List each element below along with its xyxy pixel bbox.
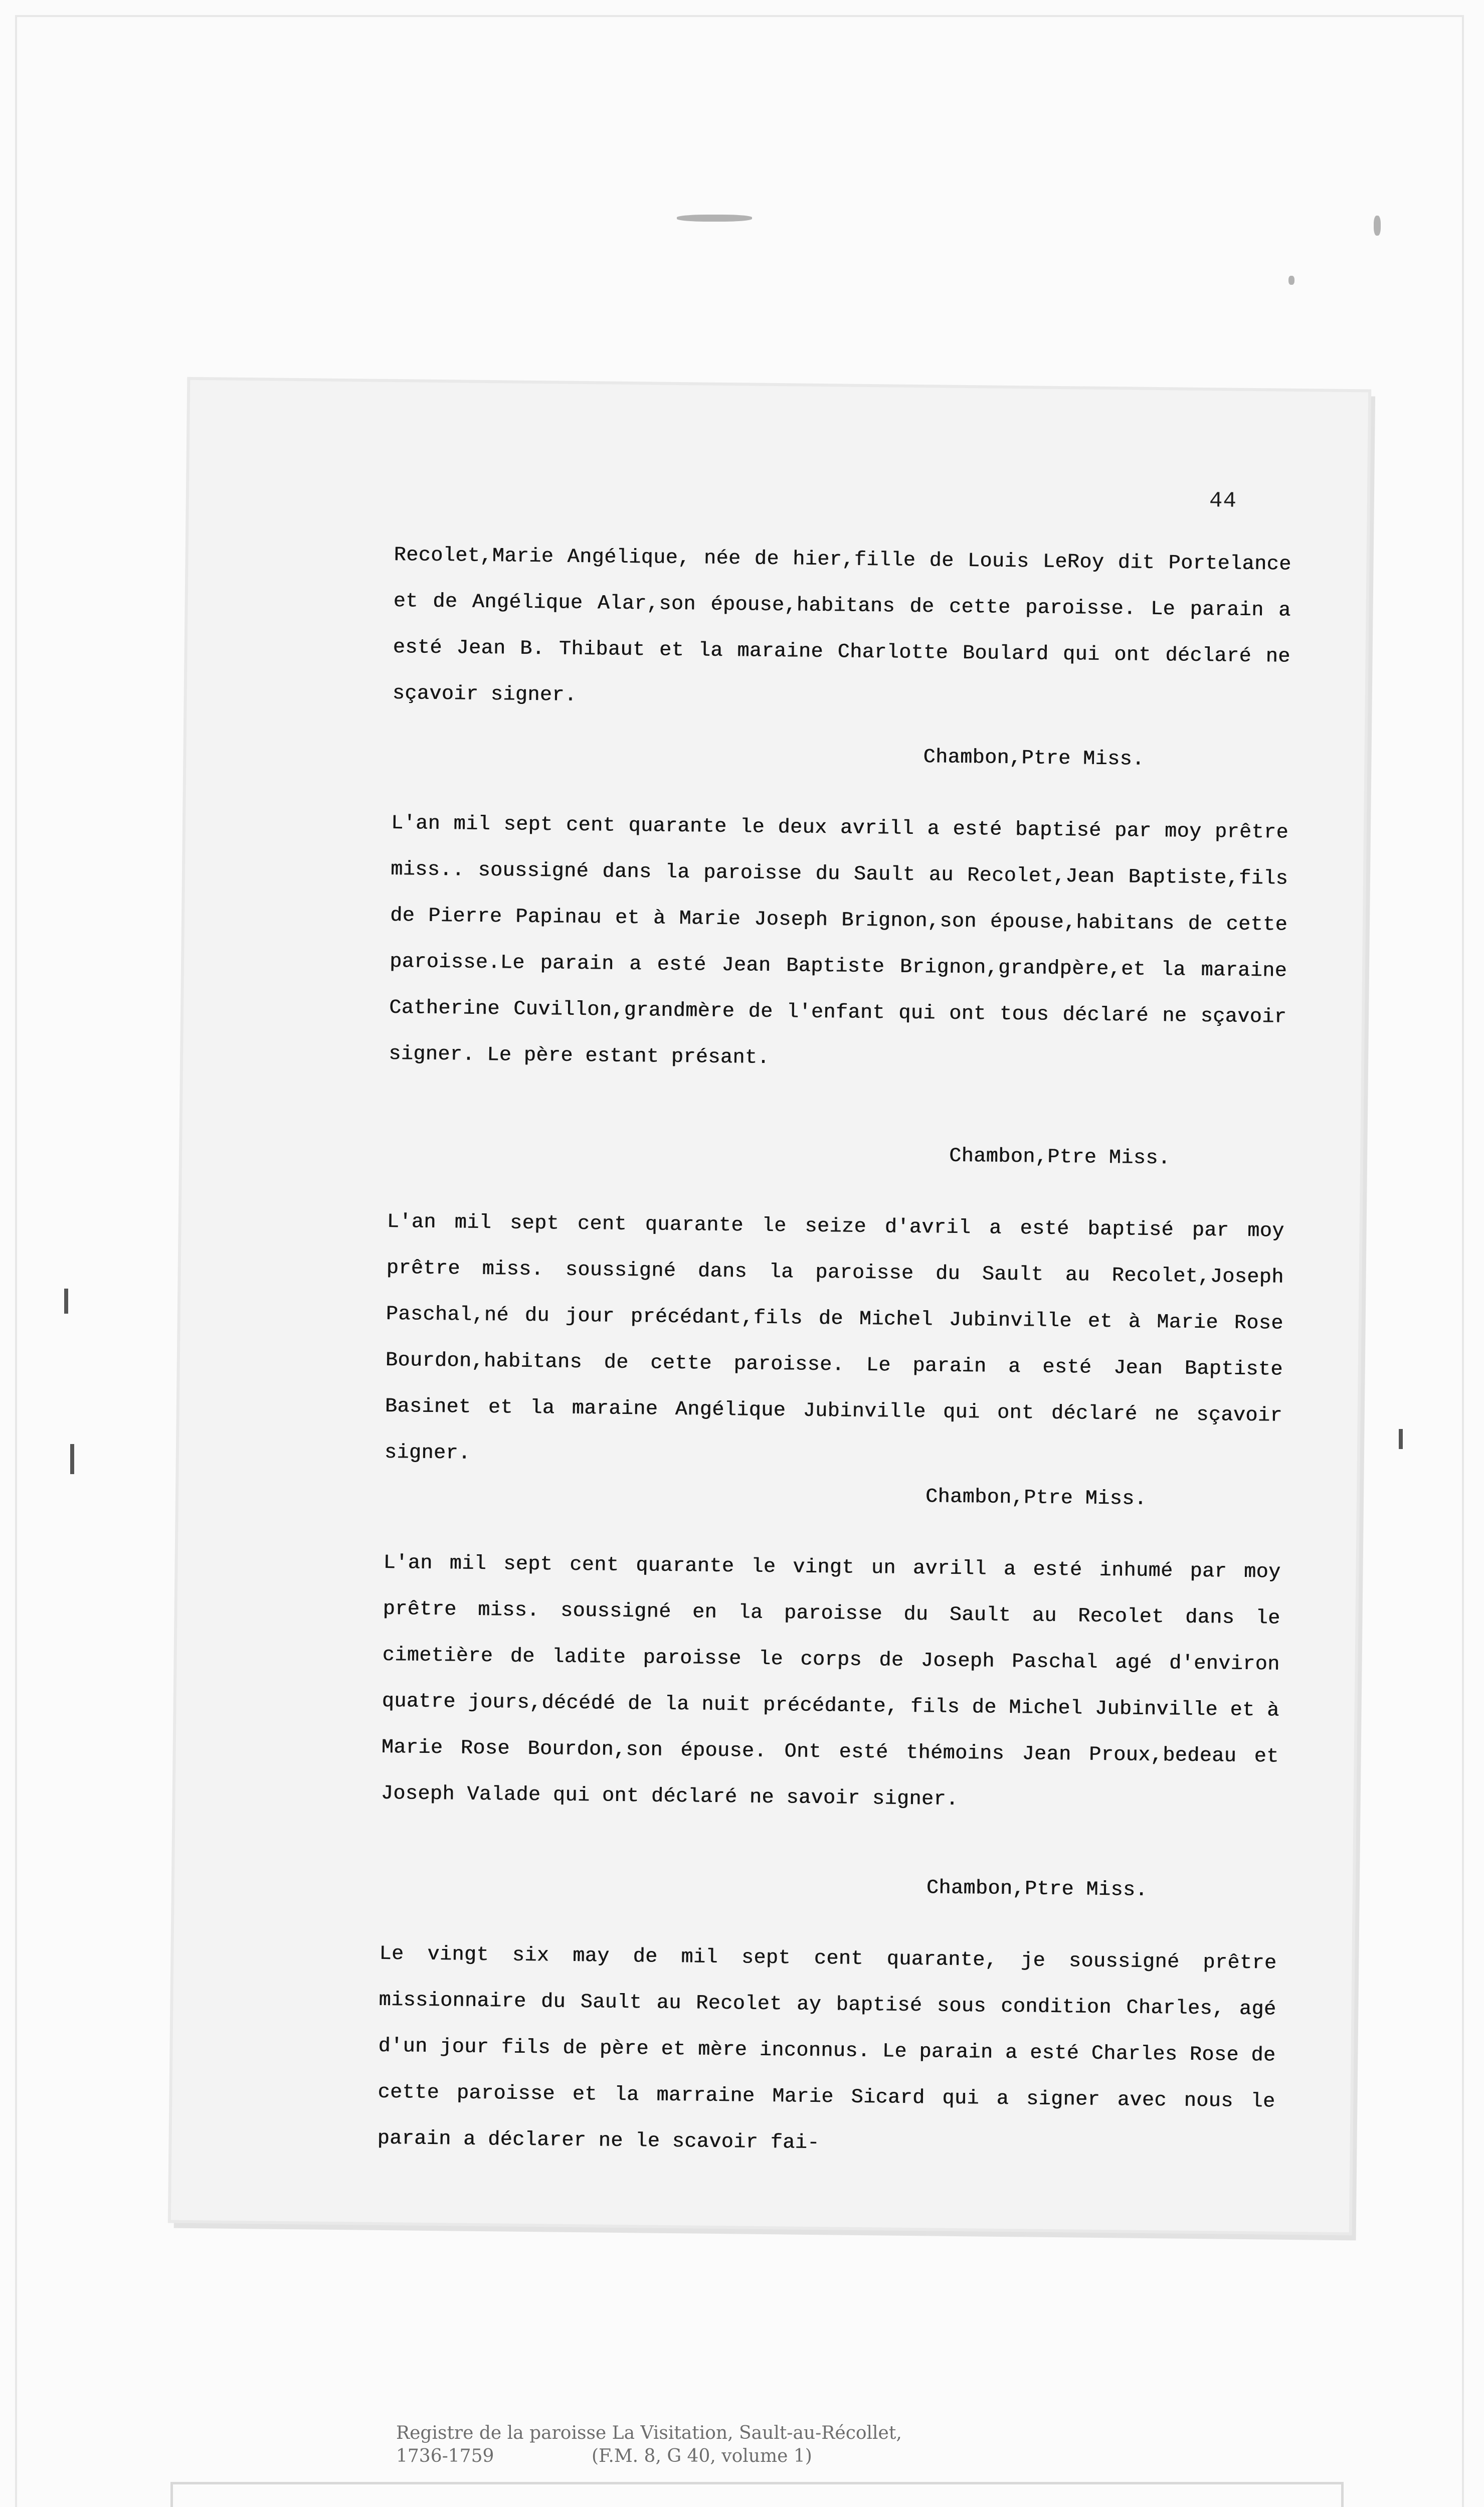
- entry-block-3: [384, 1199, 1284, 1486]
- register-entry-1: Recolet,Marie Angélique, née de hier,fille de Louis LeRoy dit Portelance et de Angélique Alar,son épouse,habitans de cette paroisse. Le parain a esté Jean B. Thibaut et la maraine Charlotte Boulard qui ont déclaré ne sçavoir signer.: [392, 544, 1291, 707]
- entry-block-2: [389, 801, 1289, 1087]
- film-edge-mark: [64, 1289, 68, 1314]
- signature-2: Chambon,Ptre Miss.: [949, 1145, 1171, 1170]
- archives-stamp-box: [170, 2482, 1344, 2507]
- register-entry-4: L'an mil sept cent quarante le vingt un avrill a esté inhumé par moy prêtre miss. soussigné en la paroisse du Sault au Recolet dans le cimetière de ladite paroisse le corps de Joseph Paschal agé d'environ quatre jours,décédé de la nuit précédante, fils de Michel Jubinville et à Marie Rose Bourdon,son épouse. Ont esté thémoins Jean Proux,bedeau et Joseph Valade qui ont déclaré ne savoir signer.: [381, 1551, 1281, 1811]
- entry-block-1: [392, 532, 1291, 727]
- page-number: 44: [1209, 488, 1237, 514]
- film-edge-mark: [1399, 1429, 1403, 1449]
- caption-line-1: Registre de la paroisse La Visitation, Sault-au-Récollet,: [396, 2423, 902, 2443]
- typed-register-page: [171, 380, 1368, 2232]
- film-smudge: [1374, 216, 1381, 236]
- register-entry-5: Le vingt six may de mil sept cent quarante, je soussigné prêtre missionnaire du Sault au Recolet ay baptisé sous condition Charles, agé d'un jour fils de père et mère inconnus. Le parain a esté Charles Rose de cette paroisse et la marraine Marie Sicard qui a signer avec nous le parain a déclarer ne le scavoir fai-: [377, 1942, 1277, 2155]
- film-edge-mark: [70, 1444, 74, 1474]
- film-smudge: [1288, 276, 1294, 285]
- signature-1: Chambon,Ptre Miss.: [923, 746, 1145, 771]
- microfilm-caption: [396, 2422, 902, 2468]
- signature-4: Chambon,Ptre Miss.: [926, 1877, 1148, 1902]
- caption-years: 1736-1759: [396, 2446, 494, 2466]
- entry-block-4: [381, 1540, 1281, 1827]
- caption-reference: (F.M. 8, G 40, volume 1): [591, 2446, 812, 2466]
- film-smudge: [677, 215, 752, 222]
- register-entry-3: L'an mil sept cent quarante le seize d'avril a esté baptisé par moy prêtre miss. soussigné dans la paroisse du Sault au Recolet,Joseph Paschal,né du jour précédant,fils de Michel Jubinville et à Marie Rose Bourdon,habitans de cette paroisse. Le parain a esté Jean Baptiste Basinet et la maraine Angélique Jubinville qui ont déclaré ne sçavoir signer.: [384, 1210, 1284, 1465]
- entry-block-5: [377, 1931, 1277, 2172]
- register-entry-2: L'an mil sept cent quarante le deux avrill a esté baptisé par moy prêtre miss.. soussigné dans la paroisse du Sault au Recolet,Jean Baptiste,fils de Pierre Papinau et à Marie Joseph Brignon,son épouse,habitans de cette paroisse.Le parain a esté Jean Baptiste Brignon,grandpère,et la maraine Catherine Cuvillon,grandmère de l'enfant qui ont tous déclaré ne sçavoir signer. Le père estant présant.: [388, 812, 1289, 1069]
- signature-3: Chambon,Ptre Miss.: [925, 1486, 1147, 1511]
